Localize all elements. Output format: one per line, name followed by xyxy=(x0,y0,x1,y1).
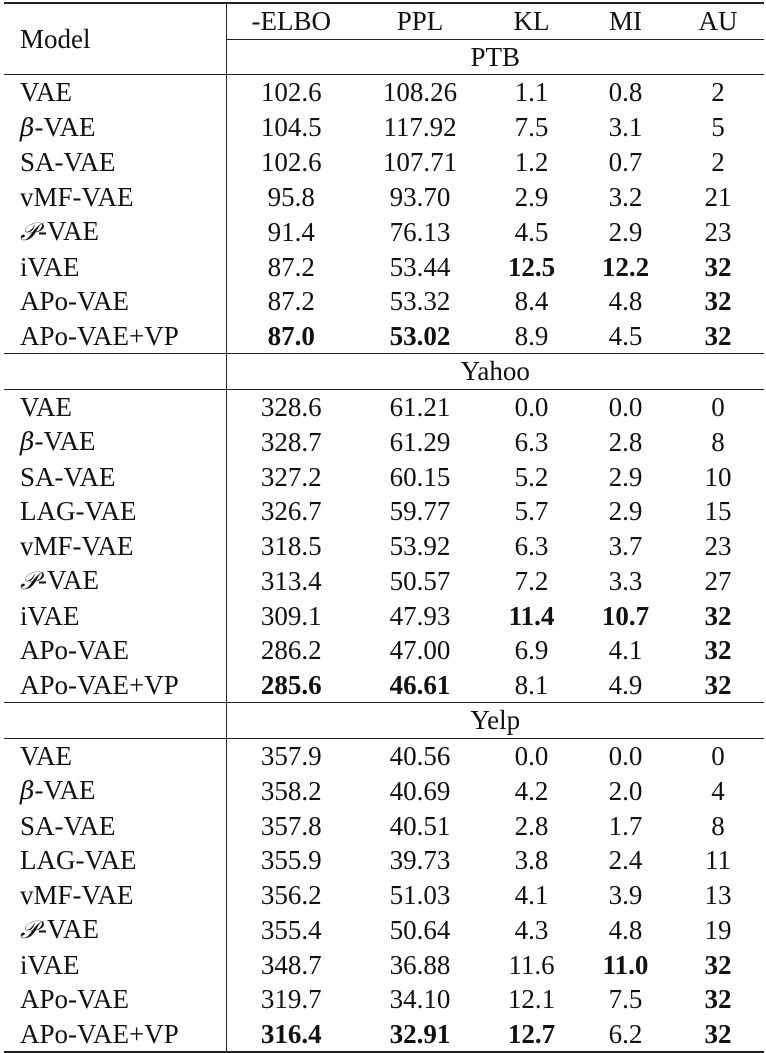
kl-cell: 5.7 xyxy=(514,496,549,526)
kl-cell: 6.3 xyxy=(514,426,549,457)
model-suffix: -VAE xyxy=(34,111,96,142)
model-name-cell: SA-VAE xyxy=(4,809,226,844)
ppl-cell: 60.15 xyxy=(389,461,451,492)
ppl-cell: 51.03 xyxy=(389,879,451,910)
kl-cell: 3.8 xyxy=(514,845,549,875)
model-name-cell: VAE xyxy=(4,389,226,424)
model-name-cell: LAG-VAE xyxy=(4,843,226,878)
model-name-cell: vMF-VAE xyxy=(4,529,226,564)
au-cell: 0 xyxy=(672,738,764,773)
kl-cell: 8.1 xyxy=(514,669,549,700)
ppl-value-best: 53.02 xyxy=(389,320,451,351)
model-name-cell: SA-VAE xyxy=(4,145,226,180)
ppl-cell: 59.77 xyxy=(389,496,451,526)
au-value-best: 32 xyxy=(704,1018,732,1049)
mi-cell: 0.0 xyxy=(579,389,672,424)
table-row xyxy=(4,809,764,844)
ppl-cell: 108.26 xyxy=(356,75,484,110)
kl-cell: 2.9 xyxy=(514,181,549,212)
kl-cell: 2.8 xyxy=(514,810,549,841)
mi-cell: 6.2 xyxy=(579,1017,672,1053)
mi-cell: 0.0 xyxy=(579,738,672,773)
header-mi: MI xyxy=(579,3,672,39)
table-row xyxy=(4,180,764,215)
model-name-cell xyxy=(4,912,226,948)
elbo-cell: 357.9 xyxy=(226,738,356,773)
model-name-cell: SA-VAE xyxy=(4,460,226,495)
au-value-best: 32 xyxy=(704,635,732,665)
model-suffix: -VAE xyxy=(38,914,100,944)
au-cell xyxy=(672,284,764,319)
kl-cell: 6.3 xyxy=(514,530,549,561)
au-cell: 23 xyxy=(704,530,732,561)
elbo-value-best: 87.0 xyxy=(267,320,315,351)
table-row xyxy=(4,214,764,250)
au-cell xyxy=(672,633,764,668)
model-name-cell xyxy=(4,563,226,599)
mi-cell: 3.1 xyxy=(608,112,643,142)
ppl-cell: 61.21 xyxy=(356,389,484,424)
kl-cell: 11.6 xyxy=(508,949,555,980)
ppl-value-best: 32.91 xyxy=(389,1018,451,1049)
kl-cell: 0.0 xyxy=(484,738,579,773)
model-name-cell: iVAE xyxy=(4,948,226,983)
mi-cell: 3.7 xyxy=(608,530,643,561)
kl-value-best: 12.5 xyxy=(507,251,556,282)
ppl-cell: 53.44 xyxy=(389,251,451,282)
ppl-cell: 36.88 xyxy=(389,949,451,980)
header-model: Model xyxy=(4,3,226,75)
mi-value-best: 11.0 xyxy=(602,949,649,980)
mi-cell: 3.2 xyxy=(608,181,643,212)
au-cell: 13 xyxy=(704,879,732,910)
au-value-best: 32 xyxy=(704,600,732,631)
mi-cell: 1.7 xyxy=(608,810,643,841)
model-name-cell: vMF-VAE xyxy=(4,180,226,215)
mi-cell: 4.5 xyxy=(608,320,643,351)
ppl-cell xyxy=(356,1017,484,1053)
model-suffix: -VAE xyxy=(38,216,100,246)
elbo-cell: 87.2 xyxy=(267,251,315,282)
elbo-cell: 326.7 xyxy=(260,496,322,526)
au-cell: 5 xyxy=(711,112,725,142)
section-header-blank xyxy=(4,354,226,390)
header-row xyxy=(4,3,764,39)
kl-cell: 1.1 xyxy=(484,75,579,110)
au-cell xyxy=(672,599,764,634)
mi-cell: 2.4 xyxy=(608,845,643,875)
model-name-cell xyxy=(4,214,226,250)
kl-cell: 8.4 xyxy=(514,286,549,316)
kl-cell: 7.2 xyxy=(514,565,549,596)
ppl-value-best: 46.61 xyxy=(389,669,451,700)
section-header-yelp xyxy=(4,703,764,739)
model-symbol: 𝒫 xyxy=(20,217,39,246)
kl-cell: 7.5 xyxy=(514,112,549,142)
table-row xyxy=(4,773,764,809)
au-cell: 11 xyxy=(705,845,731,875)
header-elbo: -ELBO xyxy=(226,3,356,39)
au-cell: 23 xyxy=(704,216,732,247)
model-name-cell xyxy=(4,424,226,460)
mi-cell: 7.5 xyxy=(608,984,643,1014)
kl-cell: 4.2 xyxy=(514,775,549,806)
kl-cell xyxy=(484,599,579,634)
mi-cell: 4.1 xyxy=(608,635,643,665)
au-cell: 4 xyxy=(711,775,725,806)
table-row xyxy=(4,843,764,878)
elbo-cell xyxy=(226,1017,356,1053)
au-cell: 10 xyxy=(704,461,732,492)
ppl-cell: 50.57 xyxy=(389,565,451,596)
elbo-cell: 102.6 xyxy=(260,147,322,177)
mi-cell: 3.9 xyxy=(608,879,643,910)
mi-cell: 0.8 xyxy=(579,75,672,110)
mi-cell: 2.9 xyxy=(608,496,643,526)
section-label-yahoo: Yahoo xyxy=(226,354,764,390)
au-cell: 0 xyxy=(672,389,764,424)
kl-cell: 4.5 xyxy=(514,216,549,247)
mi-value-best: 10.7 xyxy=(601,600,650,631)
header-au: AU xyxy=(672,3,764,39)
au-value-best: 32 xyxy=(704,669,732,700)
table-row xyxy=(4,145,764,180)
table-row xyxy=(4,494,764,529)
au-cell xyxy=(672,319,764,354)
ppl-cell: 53.32 xyxy=(389,286,451,316)
mi-cell: 0.7 xyxy=(608,147,643,177)
elbo-cell: 286.2 xyxy=(260,635,322,665)
mi-cell: 4.8 xyxy=(608,914,643,945)
kl-cell xyxy=(484,250,579,285)
elbo-cell: 357.8 xyxy=(260,810,322,841)
elbo-cell xyxy=(226,319,356,354)
elbo-cell: 313.4 xyxy=(260,565,322,596)
table-row xyxy=(4,982,764,1017)
au-value-best: 32 xyxy=(704,984,732,1014)
au-cell xyxy=(672,982,764,1017)
model-symbol: β xyxy=(20,776,35,805)
au-value-best: 32 xyxy=(704,251,732,282)
ppl-cell xyxy=(356,668,484,703)
elbo-cell: 318.5 xyxy=(260,530,322,561)
model-name-cell: APo-VAE xyxy=(4,284,226,319)
au-cell xyxy=(672,668,764,703)
mi-cell: 2.8 xyxy=(608,426,643,457)
ppl-cell: 53.92 xyxy=(389,530,451,561)
kl-cell: 1.2 xyxy=(514,147,549,177)
kl-cell: 4.1 xyxy=(514,879,549,910)
elbo-cell: 328.6 xyxy=(226,389,356,424)
ppl-cell: 40.69 xyxy=(389,775,451,806)
table-row xyxy=(4,668,764,703)
kl-cell: 6.9 xyxy=(514,635,549,665)
elbo-cell: 95.8 xyxy=(267,181,315,212)
table-row xyxy=(4,599,764,634)
table-row xyxy=(4,319,764,354)
ppl-cell: 47.00 xyxy=(389,635,451,665)
model-name-cell: APo-VAE+VP xyxy=(4,1017,226,1053)
model-name-cell: vMF-VAE xyxy=(4,878,226,913)
table-row xyxy=(4,75,764,110)
mi-cell: 2.0 xyxy=(608,775,643,806)
mi-cell: 3.3 xyxy=(608,565,643,596)
au-cell: 15 xyxy=(704,496,732,526)
ppl-cell: 93.70 xyxy=(389,181,451,212)
table-row xyxy=(4,284,764,319)
au-cell: 21 xyxy=(704,181,732,212)
model-name-cell: LAG-VAE xyxy=(4,494,226,529)
elbo-cell: 356.2 xyxy=(260,879,322,910)
kl-cell: 8.9 xyxy=(514,320,549,351)
elbo-cell: 358.2 xyxy=(260,775,322,806)
kl-cell xyxy=(484,1017,579,1053)
elbo-cell: 348.7 xyxy=(260,949,322,980)
mi-cell: 4.8 xyxy=(608,286,643,316)
kl-value-best: 11.4 xyxy=(508,600,555,631)
elbo-cell: 87.2 xyxy=(267,286,315,316)
elbo-cell: 355.4 xyxy=(260,914,322,945)
elbo-cell xyxy=(226,668,356,703)
model-name-cell: APo-VAE+VP xyxy=(4,668,226,703)
au-value-best: 32 xyxy=(704,286,732,316)
table-row xyxy=(4,460,764,495)
elbo-cell: 309.1 xyxy=(260,600,322,631)
ppl-cell: 47.93 xyxy=(389,600,451,631)
elbo-value-best: 316.4 xyxy=(260,1018,322,1049)
au-cell: 19 xyxy=(704,914,732,945)
elbo-cell: 328.7 xyxy=(260,426,322,457)
au-cell xyxy=(672,250,764,285)
mi-cell: 4.9 xyxy=(608,669,643,700)
elbo-cell: 91.4 xyxy=(267,216,315,247)
section-header-blank xyxy=(4,703,226,739)
model-symbol: β xyxy=(20,112,35,142)
table-row xyxy=(4,912,764,948)
au-cell xyxy=(672,1017,764,1053)
au-cell: 2 xyxy=(672,75,764,110)
model-name-cell: APo-VAE xyxy=(4,982,226,1017)
model-symbol: β xyxy=(20,427,35,456)
table-row xyxy=(4,424,764,460)
elbo-cell: 327.2 xyxy=(260,461,322,492)
model-name-cell: iVAE xyxy=(4,250,226,285)
table-row xyxy=(4,948,764,983)
ppl-cell: 117.92 xyxy=(383,112,457,142)
kl-value-best: 12.7 xyxy=(507,1018,556,1049)
table-row xyxy=(4,110,764,146)
ppl-cell: 40.56 xyxy=(356,738,484,773)
ppl-cell: 40.51 xyxy=(389,810,451,841)
section-label-ptb: PTB xyxy=(226,39,764,75)
ppl-cell xyxy=(356,319,484,354)
au-cell: 8 xyxy=(711,426,725,457)
au-cell: 2 xyxy=(711,147,725,177)
elbo-cell: 355.9 xyxy=(260,845,322,875)
elbo-cell: 104.5 xyxy=(260,112,322,142)
table-row xyxy=(4,389,764,424)
model-name-cell: APo-VAE xyxy=(4,633,226,668)
au-cell: 8 xyxy=(711,810,725,841)
model-symbol: 𝒫 xyxy=(20,915,39,944)
model-name-cell xyxy=(4,110,226,146)
kl-cell: 12.1 xyxy=(507,984,556,1014)
ppl-cell: 61.29 xyxy=(389,426,451,457)
kl-cell: 0.0 xyxy=(484,389,579,424)
au-value-best: 32 xyxy=(704,949,732,980)
model-name-cell: iVAE xyxy=(4,599,226,634)
model-name-cell: VAE xyxy=(4,738,226,773)
table-row xyxy=(4,878,764,913)
model-name-cell: APo-VAE+VP xyxy=(4,319,226,354)
elbo-cell: 319.7 xyxy=(260,984,322,1014)
au-value-best: 32 xyxy=(704,320,732,351)
table-row xyxy=(4,1017,764,1053)
model-suffix: -VAE xyxy=(34,426,96,456)
header-ppl: PPL xyxy=(356,3,484,39)
mi-cell xyxy=(579,250,672,285)
mi-cell: 2.9 xyxy=(608,461,643,492)
section-header-yahoo xyxy=(4,354,764,390)
ppl-cell: 107.71 xyxy=(382,147,458,177)
model-symbol: 𝒫 xyxy=(20,566,39,595)
model-suffix: -VAE xyxy=(38,565,100,595)
table-row xyxy=(4,563,764,599)
table-body xyxy=(4,75,764,1053)
mi-cell: 2.9 xyxy=(608,216,643,247)
mi-cell xyxy=(579,948,672,983)
table-row xyxy=(4,738,764,773)
section-label-yelp: Yelp xyxy=(226,703,764,739)
mi-cell xyxy=(579,599,672,634)
ppl-cell: 34.10 xyxy=(389,984,451,1014)
table-row xyxy=(4,529,764,564)
results-table xyxy=(4,2,764,1053)
model-name-cell xyxy=(4,773,226,809)
model-name-cell: VAE xyxy=(4,75,226,110)
au-cell xyxy=(672,948,764,983)
elbo-cell: 102.6 xyxy=(226,75,356,110)
table-row xyxy=(4,250,764,285)
kl-cell: 4.3 xyxy=(514,914,549,945)
header-kl: KL xyxy=(484,3,579,39)
ppl-cell: 39.73 xyxy=(389,845,451,875)
model-suffix: -VAE xyxy=(34,775,96,805)
au-cell: 27 xyxy=(704,565,732,596)
kl-cell: 5.2 xyxy=(514,461,549,492)
elbo-value-best: 285.6 xyxy=(260,669,322,700)
mi-value-best: 12.2 xyxy=(601,251,650,282)
ppl-cell: 50.64 xyxy=(389,914,451,945)
table-row xyxy=(4,633,764,668)
ppl-cell: 76.13 xyxy=(389,216,451,247)
